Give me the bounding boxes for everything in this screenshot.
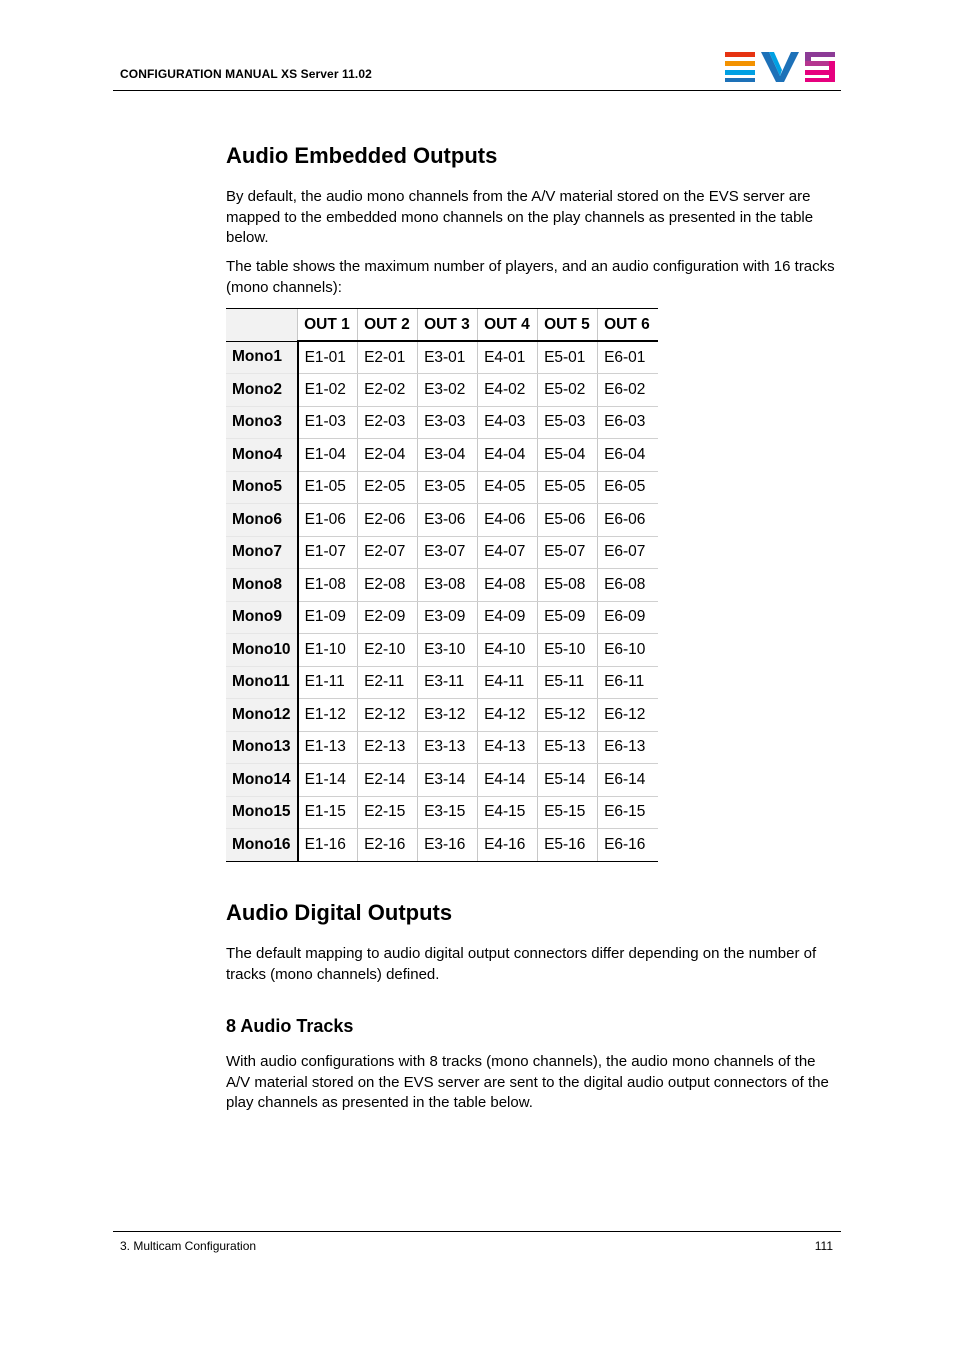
table-cell: E5-12 — [538, 699, 598, 732]
table-cell: E3-11 — [418, 666, 478, 699]
table-cell: E1-07 — [298, 536, 358, 569]
table-cell: E4-03 — [478, 406, 538, 439]
row-header-mono: Mono6 — [226, 504, 298, 537]
table-cell: E3-13 — [418, 731, 478, 764]
table-row — [226, 374, 658, 407]
table-cell: E3-16 — [418, 829, 478, 862]
table-cell: E3-04 — [418, 439, 478, 472]
table-cell: E6-10 — [598, 634, 658, 667]
table-cell: E3-02 — [418, 374, 478, 407]
table-cell: E5-07 — [538, 536, 598, 569]
table-cell: E2-10 — [358, 634, 418, 667]
column-header-out-4: OUT 4 — [478, 309, 538, 342]
table-cell: E6-14 — [598, 764, 658, 797]
table-cell: E6-09 — [598, 601, 658, 634]
table-cell: E5-15 — [538, 796, 598, 829]
table-cell: E5-10 — [538, 634, 598, 667]
table-cell: E2-09 — [358, 601, 418, 634]
subsection-heading-8-audio-tracks: 8 Audio Tracks — [226, 1016, 354, 1036]
column-header-out-6: OUT 6 — [598, 309, 658, 342]
table-cell: E1-15 — [298, 796, 358, 829]
table-cell: E2-01 — [358, 341, 418, 374]
table-cell: E6-08 — [598, 569, 658, 602]
table-cell: E4-11 — [478, 666, 538, 699]
table-row — [226, 764, 658, 797]
table-cell: E2-02 — [358, 374, 418, 407]
table-cell: E3-12 — [418, 699, 478, 732]
row-header-mono: Mono15 — [226, 796, 298, 829]
table-cell: E5-14 — [538, 764, 598, 797]
table-cell: E3-01 — [418, 341, 478, 374]
row-header-mono: Mono8 — [226, 569, 298, 602]
table-cell: E3-03 — [418, 406, 478, 439]
row-header-mono: Mono13 — [226, 731, 298, 764]
table-cell: E1-06 — [298, 504, 358, 537]
table-cell: E5-08 — [538, 569, 598, 602]
table-row — [226, 406, 658, 439]
table-cell: E6-11 — [598, 666, 658, 699]
paragraph-digital-intro: The default mapping to audio digital output connectors differ depending on the number of tracks (mono channels) defined. — [226, 945, 817, 983]
table-cell: E5-09 — [538, 601, 598, 634]
table-row — [226, 796, 658, 829]
table-cell: E4-10 — [478, 634, 538, 667]
table-cell: E3-05 — [418, 471, 478, 504]
table-cell: E6-07 — [598, 536, 658, 569]
section-heading-audio-digital-outputs: Audio Digital Outputs — [226, 900, 453, 925]
table-cell: E6-16 — [598, 829, 658, 862]
table-cell: E4-02 — [478, 374, 538, 407]
table-cell: E2-16 — [358, 829, 418, 862]
paragraph-embedded-intro: By default, the audio mono channels from the A/V material stored on the EVS server are mapped to the embedded mono channels on the play channels as presented in the table below. — [226, 188, 814, 246]
table-row — [226, 439, 658, 472]
header-divider — [113, 90, 841, 91]
row-header-mono: Mono14 — [226, 764, 298, 797]
table-row — [226, 731, 658, 764]
table-cell: E6-06 — [598, 504, 658, 537]
page-number: 111 — [814, 1239, 833, 1253]
footer-chapter: 3. Multicam Configuration — [120, 1239, 257, 1253]
row-header-mono: Mono10 — [226, 634, 298, 667]
table-cell: E2-12 — [358, 699, 418, 732]
table-cell: E3-14 — [418, 764, 478, 797]
table-cell: E3-07 — [418, 536, 478, 569]
table-cell: E2-05 — [358, 471, 418, 504]
column-header-out-1: OUT 1 — [298, 309, 358, 342]
table-cell: E4-12 — [478, 699, 538, 732]
table-row — [226, 536, 658, 569]
table-cell: E1-04 — [298, 439, 358, 472]
table-cell: E1-03 — [298, 406, 358, 439]
table-cell: E1-09 — [298, 601, 358, 634]
table-cell: E1-10 — [298, 634, 358, 667]
row-header-mono: Mono12 — [226, 699, 298, 732]
table-cell: E2-03 — [358, 406, 418, 439]
table-cell: E5-02 — [538, 374, 598, 407]
table-row — [226, 699, 658, 732]
table-cell: E1-05 — [298, 471, 358, 504]
table-cell: E6-15 — [598, 796, 658, 829]
paragraph-8-tracks: With audio configurations with 8 tracks (mono channels), the audio mono channels of the A/V material stored on the EVS server are sent to the digital audio output connectors of the play channels as presented in the table below. — [226, 1053, 829, 1111]
table-cell: E5-05 — [538, 471, 598, 504]
table-corner-cell — [226, 309, 298, 342]
table-cell: E3-08 — [418, 569, 478, 602]
table-cell: E2-08 — [358, 569, 418, 602]
table-cell: E1-13 — [298, 731, 358, 764]
table-cell: E4-13 — [478, 731, 538, 764]
table-cell: E1-08 — [298, 569, 358, 602]
table-cell: E5-01 — [538, 341, 598, 374]
table-cell: E1-01 — [298, 341, 358, 374]
table-cell: E1-02 — [298, 374, 358, 407]
table-cell: E4-16 — [478, 829, 538, 862]
row-header-mono: Mono16 — [226, 829, 298, 862]
row-header-mono: Mono3 — [226, 406, 298, 439]
table-row — [226, 471, 658, 504]
table-cell: E4-08 — [478, 569, 538, 602]
row-header-mono: Mono5 — [226, 471, 298, 504]
table-cell: E6-13 — [598, 731, 658, 764]
table-cell: E2-13 — [358, 731, 418, 764]
table-cell: E1-11 — [298, 666, 358, 699]
evs-logo — [725, 52, 835, 82]
table-cell: E4-09 — [478, 601, 538, 634]
table-row — [226, 504, 658, 537]
row-header-mono: Mono9 — [226, 601, 298, 634]
table-cell: E4-15 — [478, 796, 538, 829]
table-cell: E5-11 — [538, 666, 598, 699]
table-cell: E2-11 — [358, 666, 418, 699]
table-cell: E3-15 — [418, 796, 478, 829]
table-cell: E2-06 — [358, 504, 418, 537]
table-cell: E6-05 — [598, 471, 658, 504]
running-header-title: CONFIGURATION MANUAL XS Server 11.02 — [120, 67, 372, 81]
table-cell: E6-02 — [598, 374, 658, 407]
table-cell: E1-12 — [298, 699, 358, 732]
table-cell: E4-14 — [478, 764, 538, 797]
table-row — [226, 634, 658, 667]
footer-divider — [113, 1231, 841, 1232]
table-cell: E1-16 — [298, 829, 358, 862]
table-cell: E4-05 — [478, 471, 538, 504]
table-cell: E6-04 — [598, 439, 658, 472]
table-cell: E6-01 — [598, 341, 658, 374]
table-cell: E5-03 — [538, 406, 598, 439]
paragraph-table-description: The table shows the maximum number of players, and an audio configuration with 16 tracks (mono channels): — [226, 258, 835, 296]
table-cell: E4-07 — [478, 536, 538, 569]
table-cell: E6-12 — [598, 699, 658, 732]
table-row — [226, 569, 658, 602]
table-row — [226, 666, 658, 699]
table-cell: E2-14 — [358, 764, 418, 797]
table-cell: E4-01 — [478, 341, 538, 374]
table-cell: E4-06 — [478, 504, 538, 537]
table-cell: E6-03 — [598, 406, 658, 439]
section-heading-audio-embedded-outputs: Audio Embedded Outputs — [226, 143, 498, 168]
table-cell: E5-06 — [538, 504, 598, 537]
table-cell: E5-13 — [538, 731, 598, 764]
table-cell: E1-14 — [298, 764, 358, 797]
table-cell: E3-06 — [418, 504, 478, 537]
row-header-mono: Mono2 — [226, 374, 298, 407]
table-header-row — [226, 309, 658, 342]
column-header-out-2: OUT 2 — [358, 309, 418, 342]
table-cell: E5-04 — [538, 439, 598, 472]
table-row — [226, 341, 658, 374]
row-header-mono: Mono4 — [226, 439, 298, 472]
column-header-out-5: OUT 5 — [538, 309, 598, 342]
table-cell: E3-09 — [418, 601, 478, 634]
table-cell: E2-15 — [358, 796, 418, 829]
table-cell: E5-16 — [538, 829, 598, 862]
table-cell: E2-04 — [358, 439, 418, 472]
column-header-out-3: OUT 3 — [418, 309, 478, 342]
row-header-mono: Mono7 — [226, 536, 298, 569]
embedded-mono-mapping-table — [226, 308, 658, 862]
table-cell: E2-07 — [358, 536, 418, 569]
row-header-mono: Mono11 — [226, 666, 298, 699]
table-cell: E3-10 — [418, 634, 478, 667]
table-cell: E4-04 — [478, 439, 538, 472]
row-header-mono: Mono1 — [226, 341, 298, 374]
table-row — [226, 829, 658, 862]
table-row — [226, 601, 658, 634]
